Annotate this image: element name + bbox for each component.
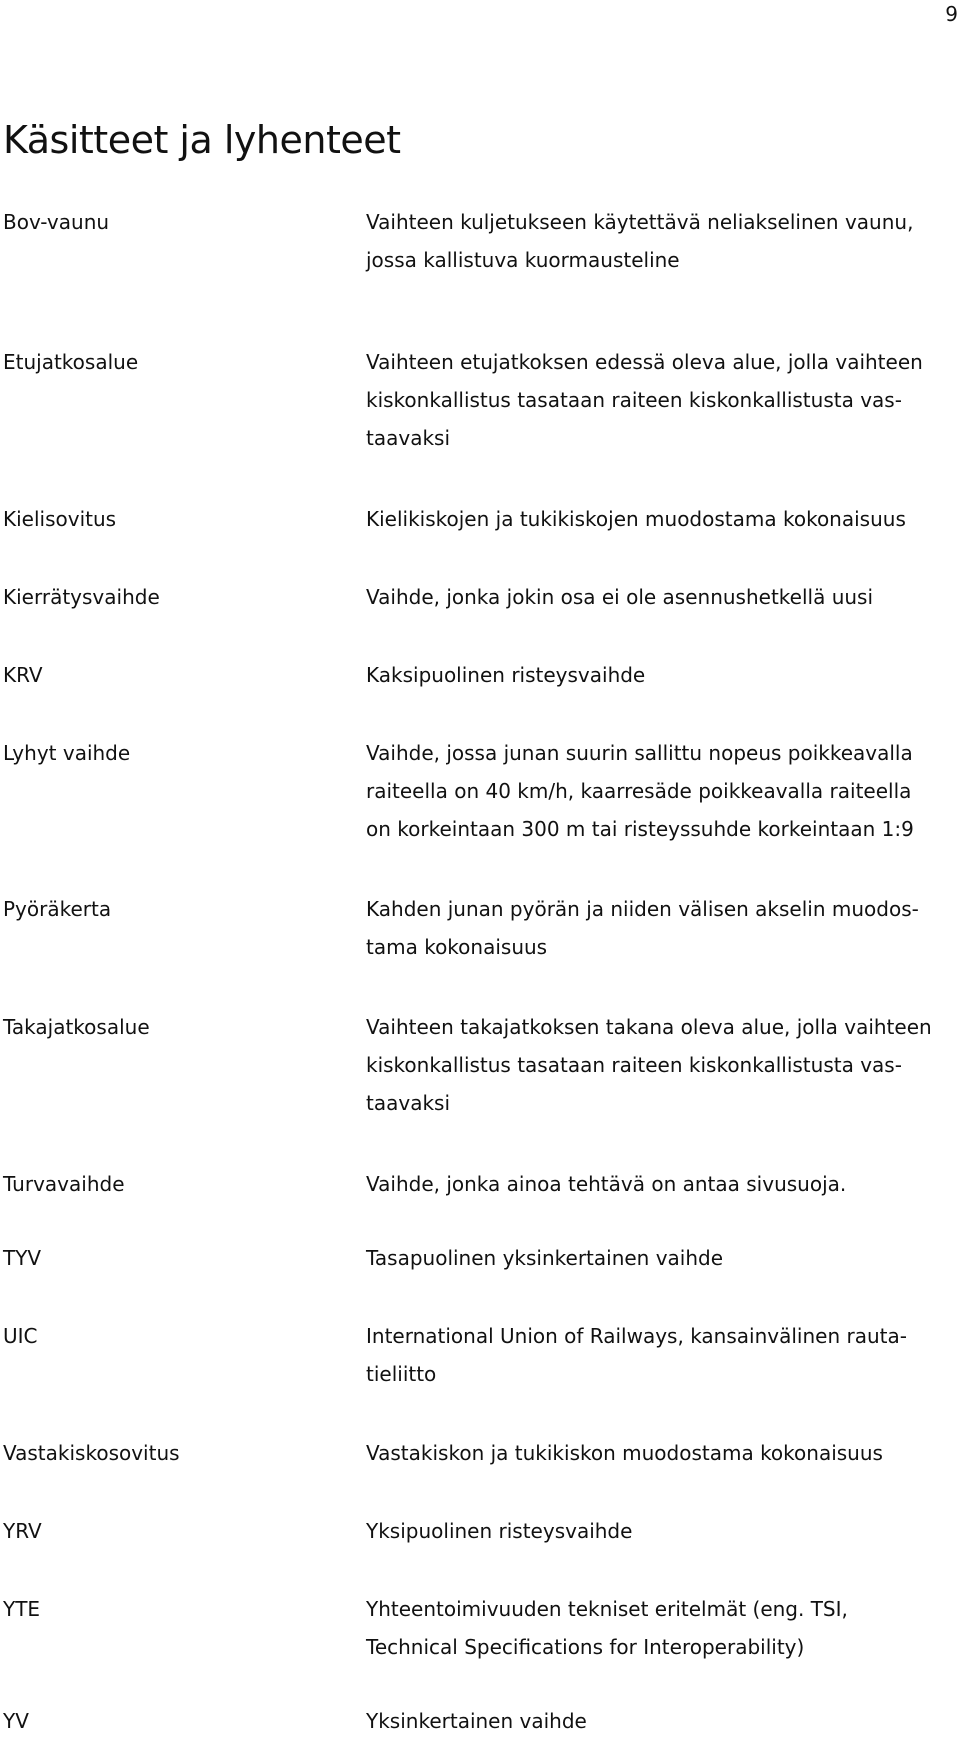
glossary-definition: Vaihteen kuljetukseen käytettävä neliakselinen vaunu, jossa kallistuva kuormausteline xyxy=(366,210,914,272)
page-number: 9 xyxy=(945,2,958,26)
glossary-definition: Vaihde, jossa junan suurin sallittu nopeus poikkeavalla raiteella on 40 km/h, kaarresäde poikkeavalla raiteella on korkeintaan 300 m tai risteyssuhde korkeintaan 1:9 xyxy=(366,741,914,841)
glossary-definition: Tasapuolinen yksinkertainen vaihde xyxy=(366,1246,724,1270)
glossary-term: KRV xyxy=(3,663,43,687)
glossary-definition: Vaihde, jonka jokin osa ei ole asennushetkellä uusi xyxy=(366,585,874,609)
glossary-definition: Kahden junan pyörän ja niiden välisen akselin muodos- tama kokonaisuus xyxy=(366,897,919,959)
glossary-definition: Vaihteen etujatkoksen edessä oleva alue, jolla vaihteen kiskonkallistus tasataan raiteen kiskonkallistusta vas- taavaksi xyxy=(366,350,923,450)
glossary-definition: Vaihteen takajatkoksen takana oleva alue, jolla vaihteen kiskonkallistus tasataan raiteen kiskonkallistusta vas- taavaksi xyxy=(366,1015,932,1115)
glossary-definition: Vastakiskon ja tukikiskon muodostama kokonaisuus xyxy=(366,1441,883,1465)
glossary-definition: International Union of Railways, kansainvälinen rauta- tieliitto xyxy=(366,1324,907,1386)
glossary-definition: Vaihde, jonka ainoa tehtävä on antaa sivusuoja. xyxy=(366,1172,847,1196)
glossary-term: Turvavaihde xyxy=(3,1172,125,1196)
glossary-term: YTE xyxy=(3,1597,41,1621)
glossary-term: Kielisovitus xyxy=(3,507,117,531)
glossary-definition: Yksinkertainen vaihde xyxy=(366,1709,587,1733)
page-title: Käsitteet ja lyhenteet xyxy=(3,118,401,162)
glossary-term: Lyhyt vaihde xyxy=(3,741,131,765)
glossary-definition: Kielikiskojen ja tukikiskojen muodostama kokonaisuus xyxy=(366,507,906,531)
glossary-definition: Yksipuolinen risteysvaihde xyxy=(366,1519,633,1543)
glossary-term: Pyöräkerta xyxy=(3,897,112,921)
glossary-term: YV xyxy=(3,1709,29,1733)
glossary-term: YRV xyxy=(3,1519,42,1543)
glossary-term: Kierrätysvaihde xyxy=(3,585,160,609)
glossary-definition: Kaksipuolinen risteysvaihde xyxy=(366,663,646,687)
glossary-term: Etujatkosalue xyxy=(3,350,139,374)
glossary-definition: Yhteentoimivuuden tekniset eritelmät (eng. TSI, Technical Specifications for Interoperability) xyxy=(366,1597,848,1659)
glossary-term: Vastakiskosovitus xyxy=(3,1441,180,1465)
glossary-term: UIC xyxy=(3,1324,38,1348)
glossary-term: Bov-vaunu xyxy=(3,210,110,234)
glossary-term: Takajatkosalue xyxy=(3,1015,150,1039)
glossary-term: TYV xyxy=(3,1246,42,1270)
